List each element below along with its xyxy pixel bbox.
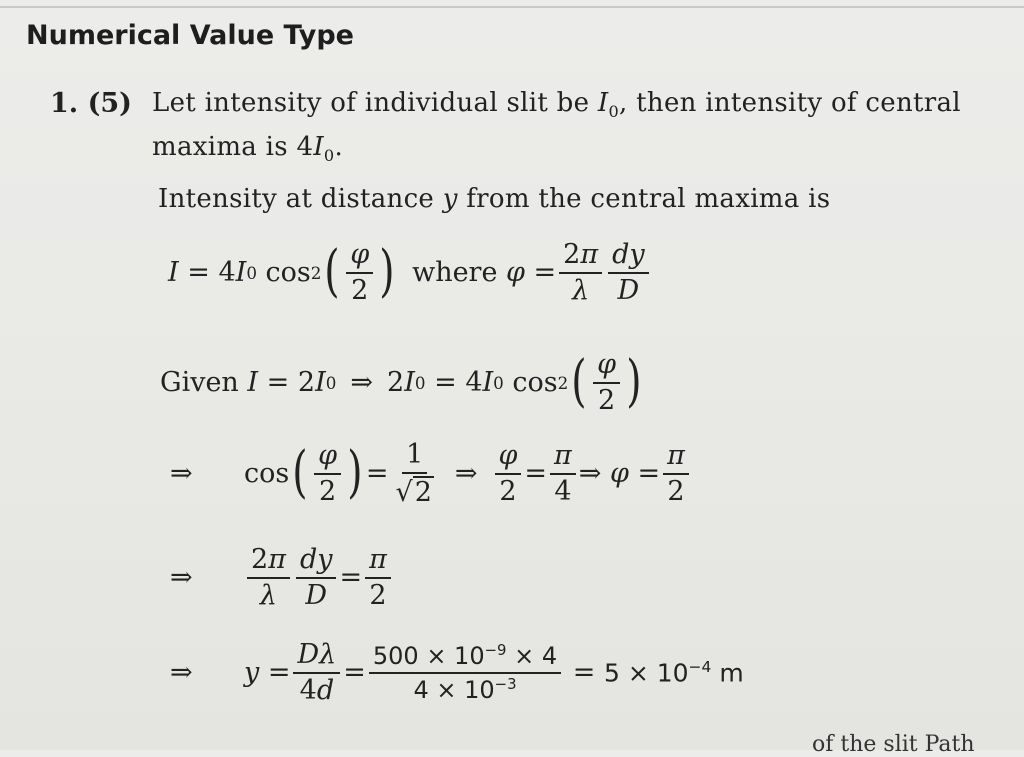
top-rule — [0, 6, 1024, 8]
text-line1a: Let intensity of individual slit be — [152, 88, 598, 118]
result-base: 5 × 10 — [603, 658, 689, 688]
text-line3b: from the central maxima is — [457, 184, 831, 214]
solution-line-1: Let intensity of individual slit be $I_0$, then intensity of central — [152, 88, 961, 122]
equation-phi: ⇒ cos ( $\frac{\varphi}{2}$ ) = 1 √ 2 ⇒ $\frac{\varphi}{2}$ = $\frac{\pi}{4}$ ⇒ φ = $\frac{\pi}{2}$ — [170, 440, 692, 507]
equation-path: ⇒ $\frac{2\pi}{\lambda}$ $\frac{dy}{D}$ = $\frac{\pi}{2}$ — [170, 545, 394, 610]
equation-result: ⇒ y = $\frac{D\lambda}{4d}$ = $\frac{500 \times 10^{-9} \times 4}{4 \times 10^{-3}}$ = $5 \times 10^{-4}$ m — [170, 639, 744, 706]
solution-line-3: Intensity at distance y from the central maxima is — [158, 184, 831, 214]
question-number — [50, 88, 132, 119]
solution-line-2: maxima is $4I_0$. — [152, 132, 344, 166]
result-unit: m — [711, 658, 744, 688]
cut-off-footer-text: of the slit Path — [812, 732, 975, 757]
question-index: 1. — [50, 88, 79, 119]
equation-given: Given I = 2 I 0 ⇒ 2 I 0 = 4 I 0 cos 2 ( $\frac{\varphi}{2}$ ) — [160, 349, 642, 416]
where-word: where — [412, 257, 498, 289]
result-exp: −4 — [688, 658, 712, 677]
text-line3a: Intensity at distance — [158, 184, 443, 214]
num-base: 500 × 10 — [372, 642, 485, 671]
question-answer: (5) — [87, 88, 132, 119]
text-line2a: maxima is 4 — [152, 132, 314, 162]
equation-intensity: I = 4 I 0 cos 2 ( $\frac{\varphi}{2}$ ) where φ = $\frac{2\pi}{\lambda}$ $\frac{dy}{D}$ — [168, 240, 652, 305]
given-word: Given — [160, 367, 239, 399]
den-exp: −3 — [494, 674, 517, 693]
num-exp: −9 — [484, 641, 507, 660]
section-heading: Numerical Value Type — [26, 20, 354, 51]
num-tail: × 4 — [506, 642, 558, 671]
text-line1b: , then intensity of central — [619, 88, 961, 118]
den-base: 4 × 10 — [413, 675, 495, 704]
